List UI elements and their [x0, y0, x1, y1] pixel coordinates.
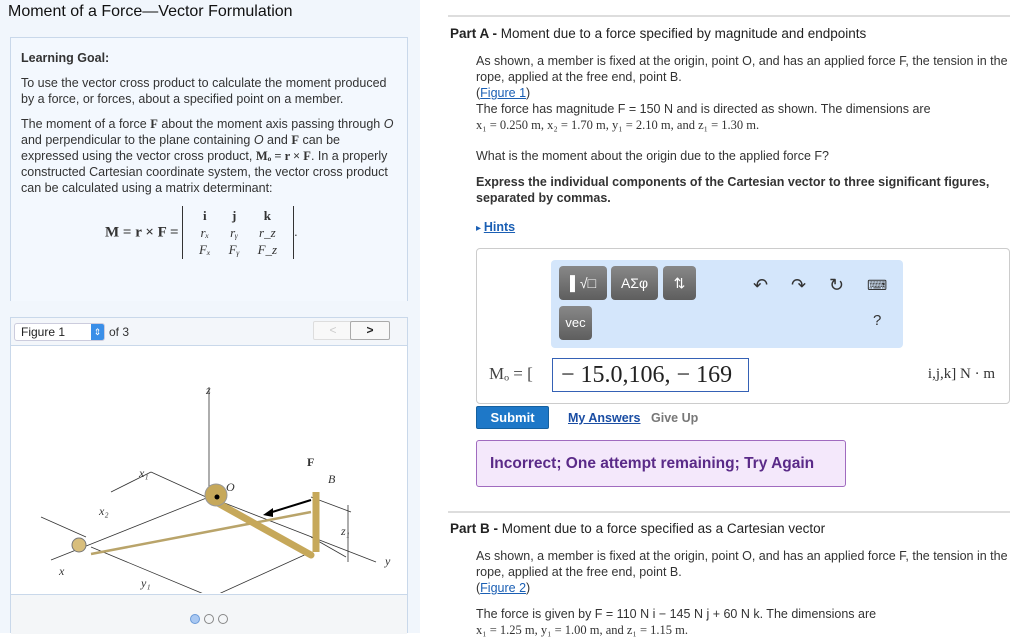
determinant-formula: M = r × F = i j k rₓ rᵧ r_z Fₓ Fᵧ F_z.	[105, 208, 298, 257]
matrix-cell: rᵧ	[230, 225, 239, 240]
my-answers-link[interactable]: My Answers	[568, 411, 641, 425]
figure-select[interactable]: Figure 1 ⇕	[14, 323, 105, 341]
templates-button[interactable]: ▌√□	[559, 266, 607, 300]
give-up-link[interactable]: Give Up	[651, 411, 699, 425]
help-button[interactable]: ?	[873, 312, 882, 329]
divider	[448, 15, 1010, 17]
next-figure-button[interactable]: >	[350, 321, 390, 340]
part-b-description: As shown, a member is fixed at the origin, point O, and has an applied force F, the tension in the rope, applied at the free end, point B. (Figure 2) The force is given by F = 110 N i − 145 N j + 60 N k. The dimensions are x₁ = 1.25 m, y₁ = 1.00 m, and z₁ = 1.15 m.	[476, 549, 1008, 637]
part-a-instruction: Express the individual components of the Cartesian vector to three significant figures, separated by commas.	[476, 175, 990, 205]
part-a-description: As shown, a member is fixed at the origin, point O, and has an applied force F, the tension in the rope, applied at the free end, point B. (Figure 1) The force has magnitude F = 150 N and is directed as shown. The dimensions are x₁ = 0.250 m, x₂ = 1.70 m, y₁ = 2.10 m, and z₁ = 1.30 m.	[476, 54, 1008, 132]
undo-icon[interactable]: ↶	[753, 275, 769, 295]
left-panel	[0, 0, 420, 633]
learning-goal-heading: Learning Goal:	[21, 51, 110, 65]
prev-figure-button[interactable]: <	[313, 321, 353, 340]
redo-icon[interactable]: ↷	[791, 275, 807, 295]
figure-count: of 3	[109, 325, 130, 339]
answer-label: Mₒ = [	[489, 364, 533, 383]
learning-goal-description: The moment of a force F about the moment axis passing through O and perpendicular to the plane containing O and F can be expressed using the vector cross product, Mₒ = r × F. In a properly constructed Cartesian coordinate system, the vector cross product can be calculated using a matrix determinant:	[21, 117, 394, 195]
svg-text:z₁: z₁	[341, 524, 350, 538]
page-dot-2[interactable]	[204, 614, 214, 624]
matrix-cell: rₓ	[200, 225, 210, 240]
page-dot-3[interactable]	[218, 614, 228, 624]
arrows-button[interactable]: ⇅	[663, 266, 696, 300]
matrix-cell: r_z	[259, 225, 276, 240]
svg-text:y₁: y₁	[141, 576, 151, 590]
page-title: Moment of a Force—Vector Formulation	[8, 3, 293, 20]
page-dot-1[interactable]	[190, 614, 200, 624]
part-a-question: What is the moment about the origin due to the applied force F?	[476, 149, 829, 163]
answer-input[interactable]: − 15.0,106, − 169	[552, 358, 749, 392]
hints-toggle[interactable]: ▸ Hints	[476, 220, 516, 234]
svg-text:x₁: x₁	[139, 466, 149, 480]
svg-text:y: y	[385, 554, 391, 568]
divider	[448, 511, 1010, 513]
figure-1-link[interactable]: Figure 1	[480, 86, 527, 100]
figure-diagram	[11, 347, 407, 593]
svg-text:O: O	[226, 480, 235, 494]
learning-goal-text: To use the vector cross product to calculate the moment produced by a force, or forces, about a specified point on a member.	[21, 76, 387, 106]
matrix-cell: Fᵧ	[228, 242, 240, 257]
matrix-cell: j	[231, 208, 237, 223]
feedback-message: Incorrect; One attempt remaining; Try Again	[476, 440, 846, 487]
svg-text:x₂: x₂	[99, 504, 109, 518]
submit-button[interactable]: Submit	[476, 406, 549, 429]
part-a-heading: Part A - Moment due to a force specified by magnitude and endpoints	[450, 26, 867, 41]
figure-2-link[interactable]: Figure 2	[480, 581, 527, 595]
answer-units: i,j,k] N · m	[927, 366, 995, 382]
reset-icon[interactable]: ↻	[829, 275, 845, 295]
right-panel	[448, 0, 1024, 637]
svg-text:F: F	[307, 455, 315, 469]
figure-pagination	[11, 594, 407, 634]
answer-box	[476, 248, 1010, 404]
svg-text:x: x	[59, 564, 65, 578]
matrix-cell: Fₓ	[199, 242, 211, 257]
svg-text:B: B	[328, 472, 336, 486]
matrix-cell: F_z	[257, 242, 278, 257]
matrix-cell: i	[203, 208, 207, 223]
svg-text:z: z	[206, 383, 211, 397]
matrix-cell: k	[263, 208, 271, 223]
vec-button[interactable]: vec	[559, 306, 592, 340]
part-b-heading: Part B - Moment due to a force specified as a Cartesian vector	[450, 521, 826, 536]
figure-panel	[10, 317, 408, 633]
math-toolbar	[551, 260, 903, 348]
learning-goal-box	[10, 37, 408, 301]
greek-symbols-button[interactable]: ΑΣφ	[611, 266, 658, 300]
chevron-updown-icon: ⇕	[91, 324, 104, 340]
keyboard-icon[interactable]: ⌨	[867, 277, 888, 293]
